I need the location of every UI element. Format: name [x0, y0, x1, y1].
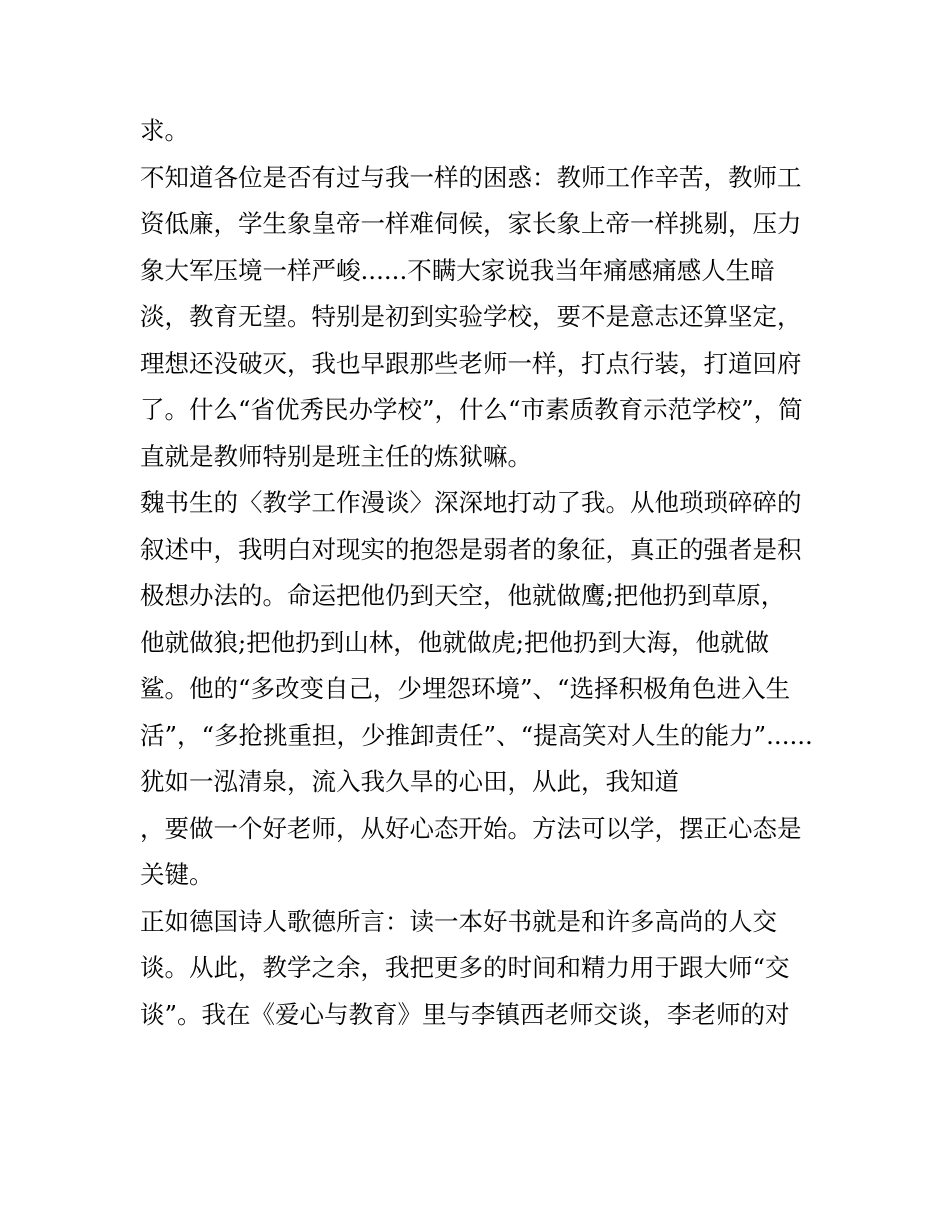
text-line: 他就做狼;把他扔到山林，他就做虎;把他扔到大海，他就做: [140, 627, 770, 657]
body-text: [140, 108, 830, 1038]
text-line: 叙述中，我明白对现实的抱怨是弱者的象征，真正的强者是积: [140, 534, 802, 564]
text-line: 犹如一泓清泉，流入我久旱的心田，从此，我知道: [140, 767, 679, 796]
text-line: 活”，“多抢挑重担，少推卸责任”、“提高笑对人生的能力”......: [140, 720, 813, 750]
text-line: 谈。从此，教学之余，我把更多的时间和精力用于跟大师“交: [140, 953, 790, 982]
text-line: 象大军压境一样严峻......不瞒大家说我当年痛感痛感人生暗: [140, 255, 775, 285]
text-line: 不知道各位是否有过与我一样的困惑：教师工作辛苦，教师工: [140, 162, 802, 192]
text-line: 求。: [140, 116, 189, 145]
text-line: 资低廉，学生象皇帝一样难伺候，家长象上帝一样挑剔，压力: [140, 209, 802, 238]
text-line: 了。什么“省优秀民办学校”，什么“市素质教育示范学校”，简: [140, 395, 803, 424]
text-line: 淡，教育无望。特别是初到实验学校，要不是意志还算坚定，: [140, 302, 802, 331]
text-line: 谈”。我在《爱心与教育》里与李镇西老师交谈，李老师的对: [140, 999, 790, 1029]
text-line: ，要做一个好老师，从好心态开始。方法可以学，摆正心态是: [140, 813, 802, 843]
text-line: 直就是教师特别是班主任的炼狱嘛。: [140, 441, 532, 471]
text-line: 正如德国诗人歌德所言：读一本好书就是和许多高尚的人交: [140, 906, 777, 936]
text-line: 极想办法的。命运把他仍到天空，他就做鹰;把他扔到草原，: [140, 581, 786, 610]
text-line: 鲨。他的“多改变自己，少埋怨环境”、“选择积极角色进入生: [140, 674, 791, 703]
text-line: 魏书生的〈教学工作漫谈〉深深地打动了我。从他琐琐碎碎的: [140, 488, 802, 517]
text-line: 关键。: [140, 860, 214, 889]
text-line: 理想还没破灭，我也早跟那些老师一样，打点行装，打道回府: [140, 348, 802, 378]
